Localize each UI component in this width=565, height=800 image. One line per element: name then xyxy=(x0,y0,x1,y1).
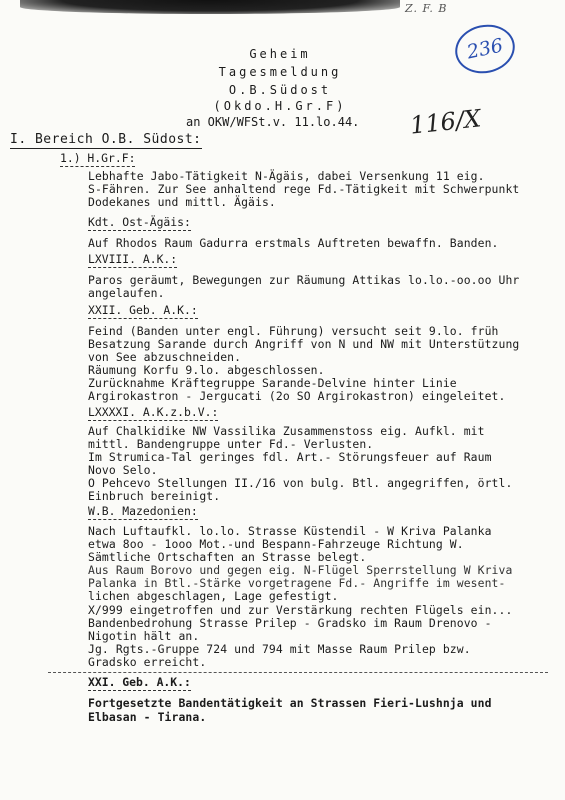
text-line: Besatzung Sarande durch Angriff von N und NW mit Unterstützung xyxy=(88,337,520,351)
text-line: Bandenbedrohung Strasse Prilep - Gradsko im Raum Drenovo - xyxy=(88,616,492,630)
text-line: mittl. Bandengruppe unter Fd.- Verlusten. xyxy=(88,437,374,451)
text-line: Fortgesetzte Bandentätigkeit an Strassen Fieri-Lushnja und xyxy=(88,696,492,710)
text-line: Räumung Korfu 9.lo. abgeschlossen. xyxy=(88,363,325,377)
text-line: angelaufen. xyxy=(88,286,165,300)
text-line: Aus Raum Borovo und gegen eig. N-Flügel Sperrstellung W Kriva xyxy=(88,563,513,577)
block-heading: LXVIII. A.K.: xyxy=(88,252,178,266)
text-line: Auf Rhodos Raum Gadurra erstmals Auftreten bewaffn. Banden. xyxy=(88,236,499,250)
addressee: an OKW/WFSt.v. 11.lo.44. xyxy=(186,115,360,129)
text-line: lichen abgeschlagen, Lage gefestigt. xyxy=(88,589,339,603)
sub-title: 1.) H.Gr.F: xyxy=(60,151,136,165)
sender: O.B.Südost xyxy=(228,83,332,97)
block-heading: XXI. Geb. A.K.: xyxy=(88,675,191,689)
text-line: Nigotin hält an. xyxy=(88,629,200,643)
text-line: S-Fähren. Zur See anhaltend rege Fd.-Tätigkeit mit Schwerpunkt xyxy=(88,182,520,196)
block-heading: Kdt. Ost-Ägäis: xyxy=(88,215,191,229)
circled-stamp-number: 236 xyxy=(451,19,520,78)
text-line: Lebhafte Jabo-Tätigkeit N-Ägäis, dabei Versenkung 11 eig. xyxy=(88,169,485,183)
text-line: Zurücknahme Kräftegruppe Sarande-Delvine hinter Linie xyxy=(88,376,457,390)
text-line: Sämtliche Ortschaften an Strasse belegt. xyxy=(88,550,367,564)
text-line: Feind (Banden unter engl. Führung) versucht seit 9.lo. früh xyxy=(88,324,499,338)
top-mark: Z. F. B xyxy=(405,2,448,15)
text-line: Paros geräumt, Bewegungen zur Räumung Attikas lo.lo.-oo.oo Uhr xyxy=(88,273,520,287)
text-line: Elbasan - Tirana. xyxy=(88,710,207,724)
text-line: Einbruch bereinigt. xyxy=(88,489,221,503)
text-line: Auf Chalkidike NW Vassilika Zusammenstoss eig. Aufkl. mit xyxy=(88,424,485,438)
handwritten-number: 116/X xyxy=(408,104,483,140)
text-line: X/999 eingetroffen und zur Verstärkung rechten Flügels ein... xyxy=(88,603,513,617)
text-line: Novo Selo. xyxy=(88,463,158,477)
text-line: Jg. Rgts.-Gruppe 724 und 794 mit Masse Raum Prilep bzw. xyxy=(88,642,471,656)
text-line: Argirokastron - Jergucati (2o SO Argirokastron) eingeleitet. xyxy=(88,389,506,403)
scan-shadow xyxy=(20,0,400,14)
block-heading: LXXXXI. A.K.z.b.V.: xyxy=(88,405,219,419)
separator-line xyxy=(48,672,548,673)
text-line: O Pehcevo Stellungen II./16 von bulg. Btl. angegriffen, örtl. xyxy=(88,476,513,490)
text-line: von See abzuschneiden. xyxy=(88,350,242,364)
sender-unit: (Okdo.H.Gr.F) xyxy=(213,99,347,113)
block-heading: W.B. Mazedonien: xyxy=(88,504,198,518)
report-type: Tagesmeldung xyxy=(218,65,342,79)
section-title: I. Bereich O.B. Südost: xyxy=(10,132,202,147)
text-line: etwa 8oo - 1ooo Mot.-und Bespann-Fahrzeuge Richtung W. xyxy=(88,537,464,551)
text-line: Nach Luftaufkl. lo.lo. Strasse Küstendil - W Kriva Palanka xyxy=(88,524,492,538)
text-line: Im Strumica-Tal geringes fdl. Art.- Störungsfeuer auf Raum xyxy=(88,450,492,464)
text-line: Dodekanes und mittl. Ägäis. xyxy=(88,195,276,209)
classification: Geheim xyxy=(249,47,311,61)
text-line: Gradsko erreicht. xyxy=(88,655,207,669)
block-heading: XXII. Geb. A.K.: xyxy=(88,303,198,317)
text-line: Palanka in Btl.-Stärke vorgetragene Fd.- Angriffe im wesent- xyxy=(88,576,506,590)
